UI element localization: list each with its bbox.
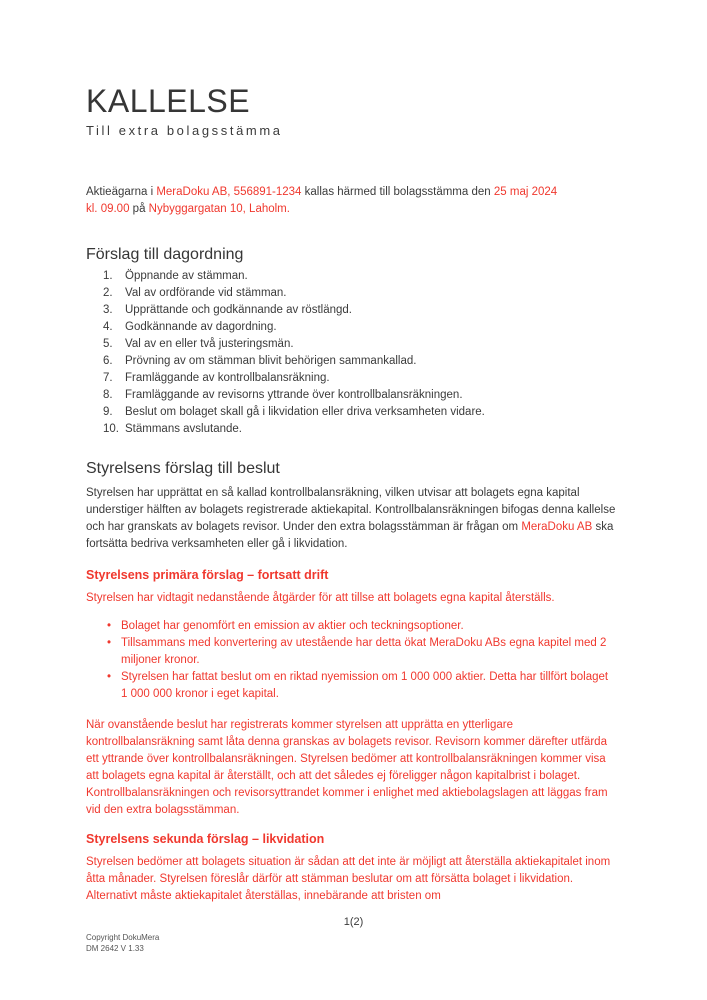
agenda-item-3 (86, 302, 617, 319)
intro-company-orgnr: MeraDoku AB, 556891-1234 (156, 186, 302, 198)
agenda-item-number: 9. (103, 406, 113, 418)
agenda-item-2 (86, 285, 617, 302)
agenda-item-number: 10. (103, 423, 119, 435)
agenda-item-text: Prövning av om stämman blivit behörigen sammankallad. (125, 355, 417, 367)
page-number: 1(2) (343, 916, 364, 928)
bullet-icon: • (107, 671, 112, 683)
agenda-item-number: 3. (103, 304, 113, 316)
document-content (86, 0, 617, 905)
agenda-item-text: Stämmans avslutande. (125, 423, 242, 435)
agenda-item-number: 7. (103, 372, 113, 384)
intro-time: kl. 09.00 (86, 203, 130, 215)
agenda-item-text: Framläggande av kontrollbalansräkning. (125, 372, 330, 384)
agenda-item-10 (86, 421, 617, 438)
measures-list (86, 618, 617, 703)
measure-item-text: Bolaget har genomfört en emission av aktier och teckningsoptioner. (121, 620, 464, 632)
agenda-item-number: 4. (103, 321, 113, 333)
measure-item-2 (86, 635, 617, 669)
intro-text-3: på (129, 203, 149, 215)
agenda-item-1 (86, 268, 617, 285)
bullet-icon: • (107, 637, 112, 649)
agenda-item-7 (86, 370, 617, 387)
measure-item-3 (86, 669, 617, 703)
proposal-heading: Styrelsens förslag till beslut (86, 460, 280, 477)
agenda-item-number: 5. (103, 338, 113, 350)
agenda-item-number: 1. (103, 270, 113, 282)
proposal-text-1: Styrelsen har upprättat en så kallad kontrollbalansräkning, vilken utvisar att bolagets egna kapital understiger hälften av bolagets registrerade aktiekapital. Kontrollbalansräkningen bifogas denna kallelse och har granskats av bolagets revisor. Under den extra bolagsstämman är frågan om (86, 487, 616, 533)
agenda-item-text: Öppnande av stämman. (125, 270, 248, 282)
agenda-item-number: 2. (103, 287, 113, 299)
proposal-company: MeraDoku AB (521, 521, 593, 533)
agenda-item-text: Upprättande och godkännande av röstlängd. (125, 304, 352, 316)
document-title: KALLELSE (86, 83, 251, 119)
primary-proposal-heading: Styrelsens primära förslag – fortsatt drift (86, 568, 329, 582)
measure-item-text: Styrelsen har fattat beslut om en riktad nyemission om 1 000 000 aktier. Detta har tillfört bolaget 1 000 000 kronor i eget kapital. (121, 671, 609, 700)
agenda-item-8 (86, 387, 617, 404)
agenda-heading: Förslag till dagordning (86, 246, 244, 263)
primary-proposal-intro: Styrelsen har vidtagit nedanstående åtgärder för att tillse att bolagets egna kapital återställs. (86, 592, 555, 604)
agenda-item-text: Godkännande av dagordning. (125, 321, 277, 333)
intro-date: 25 maj 2024 (493, 186, 558, 198)
bullet-icon: • (107, 620, 112, 632)
intro-text-2: kallas härmed till bolagsstämma den (301, 186, 494, 198)
secondary-proposal-heading: Styrelsens sekunda förslag – likvidation (86, 832, 325, 846)
document-subtitle: Till extra bolagsstämma (86, 123, 283, 138)
proposal-text-2: ska fortsätta bedriva verksamheten eller gå i likvidation. (86, 521, 614, 550)
primary-proposal-outro: När ovanstående beslut har registrerats kommer styrelsen att upprätta en ytterligare kontrollbalansräkning samt låta denna granskas av bolagets revisor. Revisorn kommer därefter utfärda ett yttrande över kontrollbalansräkningen. Styrelsen bedömer att kontrollbalansräkningen kommer visa att bolagets egna kapital är återställt, och att det således ej föreligger någon kapitalbrist i bolaget. Kontrollbalansräkningen och revisorsyttrandet kommer i enlighet med aktiebolagslagen att läggas fram vid den extra bolagsstämman. (86, 719, 608, 816)
measure-item-1 (86, 618, 617, 635)
agenda-item-text: Framläggande av revisorns yttrande över kontrollbalansräkningen. (125, 389, 463, 401)
agenda-item-4 (86, 319, 617, 336)
intro-address: Nybyggargatan 10, Laholm. (148, 203, 290, 215)
agenda-item-text: Val av en eller två justeringsmän. (125, 338, 294, 350)
agenda-item-number: 6. (103, 355, 113, 367)
proposal-paragraph (86, 485, 617, 553)
copyright-block (86, 933, 159, 954)
agenda-item-number: 8. (103, 389, 113, 401)
agenda-item-6 (86, 353, 617, 370)
measure-item-text: Tillsammans med konvertering av utestående har detta ökat MeraDoku ABs egna kapitel med 2 miljoner kronor. (121, 637, 607, 666)
intro-text-1: Aktieägarna i (86, 186, 157, 198)
copyright-line: Copyright DokuMera (86, 933, 160, 942)
intro-paragraph (86, 184, 617, 218)
document-version: DM 2642 V 1.33 (86, 943, 144, 953)
agenda-list (86, 268, 617, 438)
agenda-item-5 (86, 336, 617, 353)
agenda-item-text: Beslut om bolaget skall gå i likvidation eller driva verksamheten vidare. (125, 406, 485, 418)
secondary-proposal-paragraph: Styrelsen bedömer att bolagets situation är sådan att det inte är möjligt att återställa aktiekapitalet inom åtta månader. Styrelsen föreslår därför att stämman beslutar om att försätta bolaget i likvidation. Alternativt måste aktiekapitalet återställas, innebärande att bristen om (86, 856, 611, 902)
agenda-item-9 (86, 404, 617, 421)
agenda-item-text: Val av ordförande vid stämman. (125, 287, 287, 299)
